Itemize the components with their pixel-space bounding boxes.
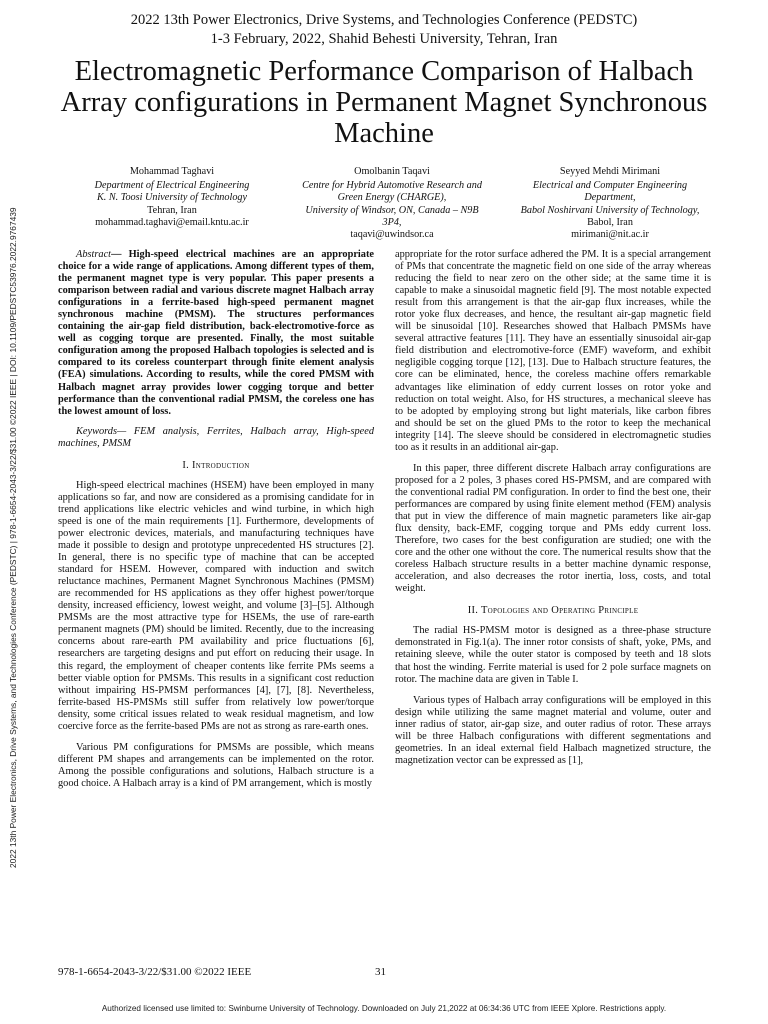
keywords: Keywords— FEM analysis, Ferrites, Halbach array, High-speed machines, PMSM — [58, 425, 374, 449]
author-affiliation: Centre for Hybrid Automotive Research and — [302, 180, 482, 192]
paper-title: Electromagnetic Performance Comparison of Halbach Array configurations in Permanent Magnet Synchronous Machine — [60, 56, 708, 149]
page-number: 31 — [375, 966, 386, 978]
paragraph: The radial HS-PMSM motor is designed as a three-phase structure demonstrated in Fig.1(a). The inner rotor consists of shaft, yoke, PMs, and retaining sleeve, while the outer stator is composed by teeth and 18 slots that host the winding. Ferrite material is used for 2 pole surface magnets on rotor. The machine data are given in Table I. — [395, 625, 711, 685]
side-strip — [8, 128, 20, 868]
author-name: Mohammad Taghavi — [129, 166, 215, 177]
abstract — [58, 249, 374, 418]
author-affiliation: Green Energy (CHARGE), — [337, 192, 447, 204]
paragraph: appropriate for the rotor surface adhered the PM. It is a special arrangement of PMs that concentrate the magnetic field on one side of the array whereas reducing the field to near zero on the other side; at the same time it is capable to make a sinusoidal magnetic field [9]. The most notable expected result from this arrangement is that the air-gap flux increases, while the rotor yoke flux decreases, and hence, the resultant air-gap magnetic field will be sinusoidal [10]. Researches showed that Halbach PMSMs have several attractive features [11]. They have an essentially sinusoidal air-gap field distribution and electromotive-force (EMF) waveform, and exhibit negligible cogging torque [12], [13]. Due to Halbach structure features, the core can be eliminated, hence, the coreless machine offers remarkable advantages like elimination of eddy current losses on rotor yoke and reduction on total weight. Also, for HS structures, a mechanical sleeve has to be adopted by employing strong but light materials, like carbon fibres and should be set on the glued PMs to the rotor to keep the mechanical integrity [14]. The sleeve should be considered in electromagnetic studies too as it results in an additional air-gap. — [395, 249, 711, 453]
author-email: mohammad.taghavi@email.kntu.ac.ir — [95, 216, 249, 228]
author-affiliation: Department of Electrical Engineering — [94, 180, 250, 192]
paragraph: In this paper, three different discrete Halbach array configurations are proposed for a 2 poles, 3 phases cored HS-PMSM, and are compared with the conventional radial PM configuration. In order to find the best one, their performances are compared by using finite element method (FEM) analysis that put in view the difference of main magnetic parameters like air-gap flux density, back-EMF, cogging torque and PMs eddy current loss. Therefore, two cases for the best configuration are studied; one with the core and the other one without the core. The numerical results show that the coreless Halbach structure results in a better machine dynamic response, acceleration, and also decreases the rotor inertia, loss, costs, and total weight. — [395, 462, 711, 595]
author-name: Omolbanin Taqavi — [354, 166, 430, 177]
author-block-1 — [52, 166, 292, 229]
section-heading-introduction: I. Introduction — [182, 459, 250, 471]
right-column — [395, 249, 711, 767]
footer-isbn: 978-1-6654-2043-3/22/$31.00 ©2022 IEEE — [58, 966, 252, 978]
author-location: Babol, Iran — [587, 216, 633, 228]
author-affiliation: Electrical and Computer Engineering — [532, 180, 688, 192]
side-citation-text: 2022 13th Power Electronics, Drive Systems, and Technologies Conference (PEDSTC) | 978-1-6654-2043-3/22/$31.00 ©2022 IEEE | DOI: 10.1109/PEDSTC53976.2022.9767439 — [8, 207, 18, 868]
paragraph: Various PM configurations for PMSMs are possible, which means different PM shapes and arrangements can be implemented on the rotor. Among the possible configurations and solutions, Halbach structure is a good choice. A Halbach array is a kind of PM arrangement, which is mostly — [58, 741, 374, 789]
author-location: Tehran, Iran — [147, 204, 197, 216]
author-affiliation: K. N. Toosi University of Technology — [96, 192, 248, 204]
conference-line-2: 1-3 February, 2022, Shahid Behesti University, Tehran, Iran — [210, 31, 558, 47]
author-block-2 — [270, 166, 514, 241]
author-email: taqavi@uwindsor.ca — [350, 229, 434, 241]
author-name: Seyyed Mehdi Mirimani — [559, 166, 661, 177]
author-affiliation: 3P4, — [382, 216, 402, 228]
author-affiliation: Department, — [584, 192, 636, 204]
paragraph: Various types of Halbach array configurations will be employed in this design while utilizing the same magnet material and volume, outer and inner radius of stator, air-gap size, and outer radius of rotor. These arrays will be three Halbach configurations with different segmentations and geometries. In an ideal external field Halbach magnetized structure, the magnetization vector can be expressed as [1], — [395, 694, 711, 766]
abstract-label: Abstract — [76, 249, 112, 260]
author-email: mirimani@nit.ac.ir — [571, 229, 649, 241]
author-affiliation: Babol Noshirvani University of Technology, — [520, 204, 700, 216]
author-block-3 — [490, 166, 730, 241]
abstract-text: — High-speed electrical machines are an appropriate choice for a wide range of applications. Among different types of them, the permanent magnet type is very popular. This paper presents a comparison between radial and various discrete magnet Halbach array configurations in a ferrite-based high-speed permanent magnet synchronous machine (PMSM). The structures performances containing the air-gap field distribution, back-electromotive-force as well as cogging torque are presented. Finally, the most suitable configuration among the proposed Halbach topologies is selected and is compared to its coreless counterpart through finite element analysis (FEA) simulations. According to results, while the cored PMSM with Halbach magnet array provides lower cogging torque and better performance than the conventional radial PMSM, the coreless one has the lowest amount of loss. — [58, 249, 374, 417]
section-heading-topologies: II. Topologies and Operating Principle — [467, 605, 639, 617]
license-notice: Authorized licensed use limited to: Swinburne University of Technology. Downloaded on July 21,2022 at 06:34:36 UTC from IEEE Xplore. Restrictions apply. — [101, 1004, 667, 1013]
left-column — [58, 249, 374, 790]
paragraph: High-speed electrical machines (HSEM) have been employed in many applications so far, and now are considered as a promising candidate for in trend applications like electric vehicles and wind turbine, in which high speed is one of the main requirements [1]. Furthermore, developments of power electronic devices, materials, and manufacturing techniques have made it possible to design and prototype unprecedented HS structures [2]. In general, there is no specific type of machine that can be accepted standard for HSEM. However, compared with induction and switch reluctance machines, Permanent Magnet Synchronous Machines (PMSM) are recommended for HS applications as they offer highest power/torque density, increased efficiency, lowest weight, and volume [3]–[5]. Although PMSMs are the most attractive type for HSEMs, the use of rare-earth permanent magnets (PM) should be limited. Recently, due to the increasing concerns about rare-earth PM availability and price fluctuations [6], researchers are targeting designs and put effort on reducing their usage. In this regard, the employment of cheaper contents like ferrite PMs seems a better viable option for PMSMs. This results in a significant cost reduction without impairing HS-PMSM performances [4], [7], [8]. Nevertheless, ferrite-based HS-PMSMs still suffer from relatively low power/torque density, some critical issues related to weak residual magnetism, and low coercive force as the ferrite-based PMs are not as strong as rare-earth ones. — [58, 479, 374, 732]
conference-line-1: 2022 13th Power Electronics, Drive Systems, and Technologies Conference (PEDSTC) — [130, 12, 638, 28]
author-affiliation: University of Windsor, ON, Canada – N9B — [305, 204, 479, 216]
